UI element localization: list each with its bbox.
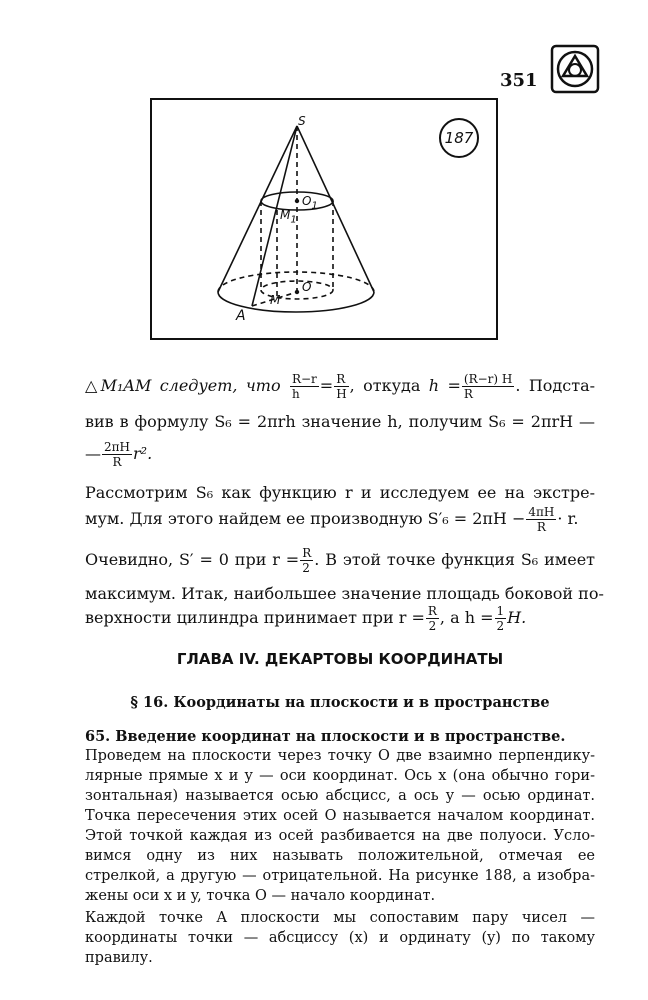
fraction: $\frac{R-r}{h}$	[291, 372, 317, 401]
paragraph-heading: 65. Введение координат на плоскости и в пространстве.	[85, 728, 566, 745]
fraction: $\frac{R}{2}$	[427, 604, 437, 633]
para-line: Этой точкой каждая из осей разбивается на две полуоси. Усло-	[85, 828, 595, 844]
para-line: Каждой точке A плоскости мы сопоставим пару чисел —	[85, 910, 595, 926]
para-line: лярные прямые x и y — оси координат. Ось x (она обычно гори-	[85, 768, 595, 784]
label-M1: $M_1$	[280, 208, 297, 226]
fraction: $\frac{4\pi H}{R}$	[528, 505, 555, 534]
para-line: стрелкой, а другую — отрицательной. На рисунке 188, a изобра-	[85, 868, 595, 884]
fraction: $\frac{(R-r) H}{R}$	[463, 372, 513, 401]
label-O: O	[302, 280, 312, 294]
text-line-5: мум. Для этого найдем ее производную S′₆ = 2πH − $\frac{4\pi H}{R}$ · r.	[85, 505, 579, 534]
fraction: $\frac{1}{2}$	[496, 604, 505, 633]
logo-icon	[550, 44, 600, 94]
para-line: Проведем на плоскости через точку O две взаимно перпендику-	[85, 748, 595, 764]
label-S: S	[298, 114, 306, 128]
figure-badge: 187	[439, 118, 479, 158]
fraction: $\frac{R}{2}$	[302, 546, 312, 575]
chapter-title: ГЛАВА IV. ДЕКАРТОВЫ КООРДИНАТЫ	[176, 650, 504, 668]
text-line-4: Рассмотрим S₆ как функцию r и исследуем ее на экстре-	[85, 483, 595, 502]
text-line-6: Очевидно, S′ = 0 при r = $\frac{R}{2}$ . В этой точке функция S₆ имеет	[85, 546, 596, 575]
fraction: $\frac{2\pi H}{R}$	[104, 440, 130, 469]
text-line-1: △M₁AM следует, что $\frac{R-r}{h}$ = $\frac{R}{H}$ , откуда h = $\frac{(R-r) H}{R}$ . Подста-	[85, 372, 596, 401]
section-title: § 16. Координаты на плоскости и в пространстве	[130, 694, 550, 711]
label-A: A	[236, 308, 246, 324]
page-number: 351	[500, 70, 538, 91]
fraction: $\frac{R}{H}$	[336, 372, 347, 401]
text-line-3: — $\frac{2\pi H}{R}$ r².	[85, 440, 153, 469]
label-M: M	[270, 293, 281, 307]
text-line-7: максимум. Итак, наибольшее значение площадь боковой по-	[85, 584, 604, 603]
para-line: зонтальная) называется осью абсцисс, а ось y — осью ординат.	[85, 788, 595, 804]
para-line: вимся одну из них называть положительной, отмечая ее	[85, 848, 595, 864]
text-line-8: верхности цилиндра принимает при r = $\frac{R}{2}$ , а h = $\frac{1}{2}$ H.	[85, 604, 527, 633]
para-line: жены оси x и y, точка O — начало координат.	[85, 888, 436, 904]
para-line: правилу.	[85, 950, 153, 966]
figure-187	[150, 98, 498, 340]
label-O1: $O_1$	[302, 194, 318, 212]
para-line: Точка пересечения этих осей O называется началом координат.	[85, 808, 595, 824]
text-line-2: вив в формулу S₆ = 2πrh значение h, получим S₆ = 2πrH —	[85, 412, 595, 431]
para-line: координаты точки — абсциссу (x) и ординату (y) по такому	[85, 930, 595, 946]
